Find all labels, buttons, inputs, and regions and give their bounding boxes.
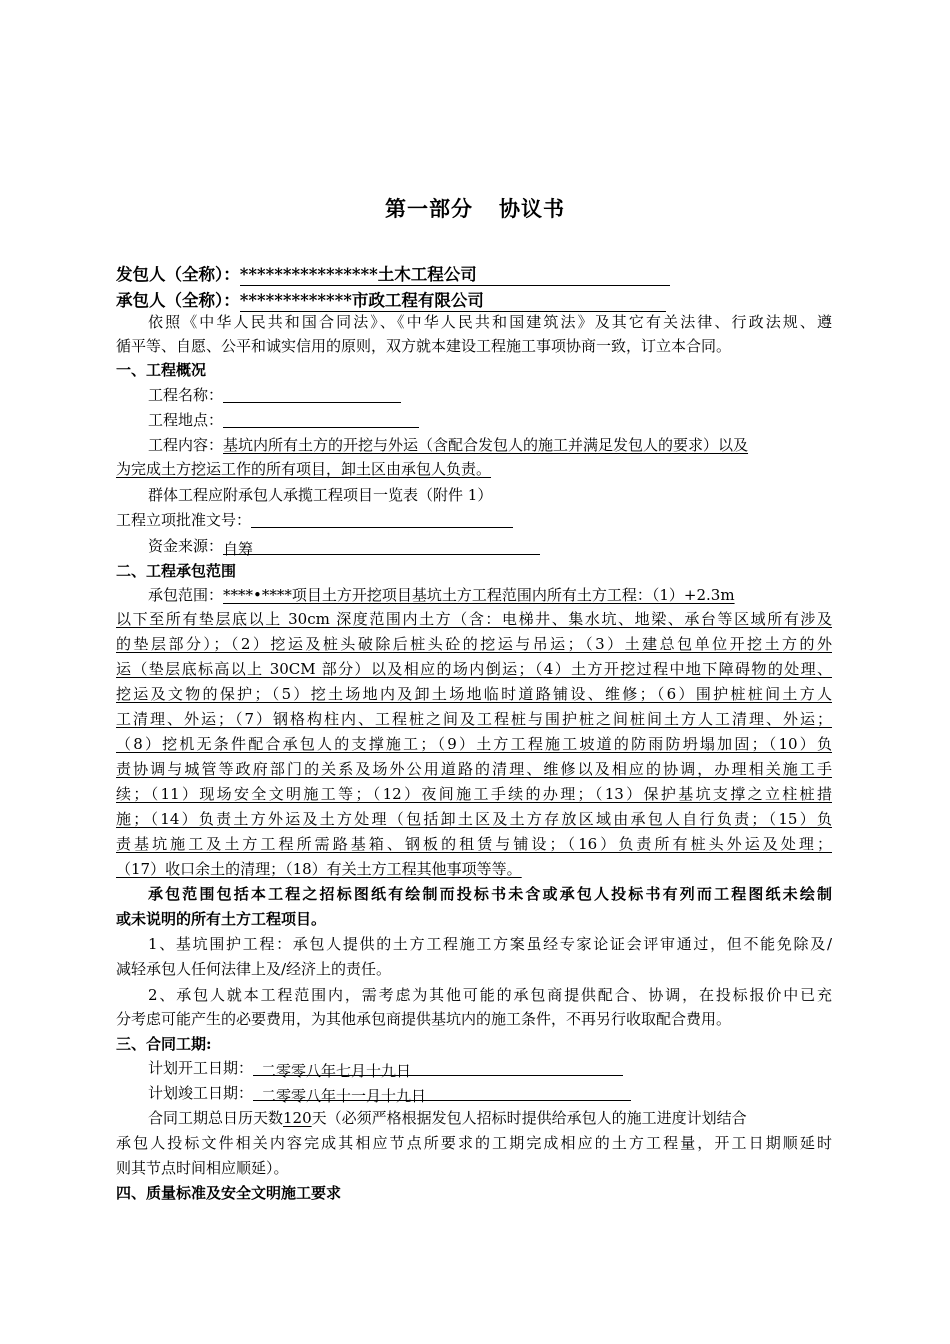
scope-line-8: 责协调与城管等政府部门的关系及场外公用道路的清理、维修以及相应的协调，办理相关施工手 [116,760,832,778]
duration-prefix: 合同工期总日历天数 [148,1109,284,1127]
scope-line-3: 的垫层部分）；（2）挖运及桩头破除后桩头砼的挖运与吊运；（3）土建总包单位开挖土方的外 [116,635,832,653]
end-date-value: 二零零八年十一月十九日 [253,1085,631,1101]
project-location-label: 工程地点： [148,411,224,429]
title-name: 协议书 [499,196,565,221]
fund-source-row [148,535,540,557]
scope-line-9: 续；（11）现场安全文明施工等；（12）夜间施工手续的办理；（13）保护基坑支撑之立柱桩措 [116,785,832,803]
contractor-name: *************市政工程有限公司 [240,291,666,312]
project-content-row [148,434,748,456]
scope-label: 承包范围： [148,586,224,604]
project-location-row [148,409,419,431]
scope-bold-line-1: 承包范围包括本工程之招标图纸有绘制而投标书未含或承包人投标书有列而工程图纸未绘制 [148,885,832,903]
fund-source-value: 自筹 [223,538,540,555]
employer-name: ****************土木工程公司 [240,265,670,286]
end-date-row [148,1082,631,1104]
scope-line-10: 施；（14）负责土方外运及土方处理（包括卸土区及土方存放区域由承包人自行负责；（15）负 [116,810,832,828]
duration-suffix: 天（必须严格根据发包人招标时提供给承包人的施工进度计划结合 [311,1109,747,1127]
duration-line-2: 承包人投标文件相关内容完成其相应节点所要求的工期完成相应的土方工程量，开工日期顺延时 [116,1134,832,1152]
start-date-value: 二零零八年七月十九日 [253,1060,623,1076]
duration-days: 120 [283,1109,312,1127]
project-content-label: 工程内容： [148,436,224,454]
project-location-blank [223,411,419,428]
group-project-note: 群体工程应附承包人承揽工程项目一览表（附件 1） [148,486,493,504]
duration-line-3: 则其节点时间相应顺延）。 [116,1159,289,1177]
employer-label: 发包人（全称）： [116,265,240,284]
scope-line-2: 以下至所有垫层底以上 30cm 深度范围内土方（含：电梯井、集水坑、地梁、承台等区域所有涉及 [116,610,832,628]
approval-number-blank [251,511,513,528]
section-1-heading: 一、工程概况 [116,361,207,379]
start-date-row [148,1057,623,1079]
section-4-heading: 四、质量标准及安全文明施工要求 [116,1184,342,1202]
item-1-line-1: 1、基坑围护工程：承包人提供的土方工程施工方案虽经专家论证会评审通过，但不能免除及/ [148,935,832,953]
scope-line-11: 责基坑施工及土方工程所需路基箱、钢板的租赁与铺设；（16）负责所有桩头外运及处理； [116,835,832,853]
item-2-line-2: 分考虑可能产生的必要费用，为其他承包商提供基坑内的施工条件，不再另行收取配合费用。 [116,1010,732,1028]
scope-line-1: ****•****项目土方开挖项目基坑土方工程范围内所有土方工程：（1）+2.3m [223,586,735,604]
scope-line-12: （17）收口余土的清理；（18）有关土方工程其他事项等等。 [116,860,522,878]
title-part: 第一部分 [385,196,473,221]
contractor-label: 承包人（全称）： [116,291,240,310]
intro-line-1: 依照《中华人民共和国合同法》、《中华人民共和国建筑法》及其它有关法律、行政法规、遵 [148,313,832,331]
scope-line-5: 挖运及文物的保护；（5）挖土场地内及卸土场地临时道路铺设、维修；（6）围护桩桩间土方人 [116,685,832,703]
end-date-label: 计划竣工日期： [148,1084,254,1102]
approval-number-row [116,509,513,531]
scope-line-4: 运（垫层底标高以上 30CM 部分）以及相应的场内倒运；（4）土方开挖过程中地下障碍物的处理、 [116,660,832,678]
section-3-heading: 三、合同工期: [116,1035,212,1053]
scope-line-6: 工清理、外运；（7）钢格构柱内、工程桩之间及工程桩与围护桩之间桩间土方人工清理、外运； [116,710,832,728]
scope-row-first [148,584,735,606]
item-2-line-1: 2、承包人就本工程范围内，需考虑为其他可能的承包商提供配合、协调，在投标报价中已充 [148,986,832,1004]
project-content-line-1: 基坑内所有土方的开挖与外运（含配合发包人的施工并满足发包人的要求）以及 [223,436,749,454]
employer-row [116,261,670,286]
intro-line-2: 循平等、自愿、公平和诚实信用的原则，双方就本建设工程施工事项协商一致，订立本合同。 [116,337,732,355]
project-name-row [148,384,401,406]
approval-number-label: 工程立项批准文号： [116,511,252,529]
project-name-label: 工程名称： [148,386,224,404]
section-2-heading: 二、工程承包范围 [116,562,237,580]
page-title [0,193,950,223]
scope-line-7: （8）挖机无条件配合承包人的支撑施工；（9）土方工程施工坡道的防雨防坍塌加固；（10）负 [116,735,832,753]
fund-source-label: 资金来源： [148,537,224,555]
contractor-row [116,287,666,312]
item-1-line-2: 减轻承包人任何法律上及/经济上的责任。 [116,960,392,978]
duration-row [148,1107,747,1129]
project-content-line-2: 为完成土方挖运工作的所有项目，卸土区由承包人负责。 [116,460,492,478]
scope-bold-line-2: 或未说明的所有土方工程项目。 [116,910,327,928]
project-name-blank [223,386,401,403]
start-date-label: 计划开工日期： [148,1059,254,1077]
